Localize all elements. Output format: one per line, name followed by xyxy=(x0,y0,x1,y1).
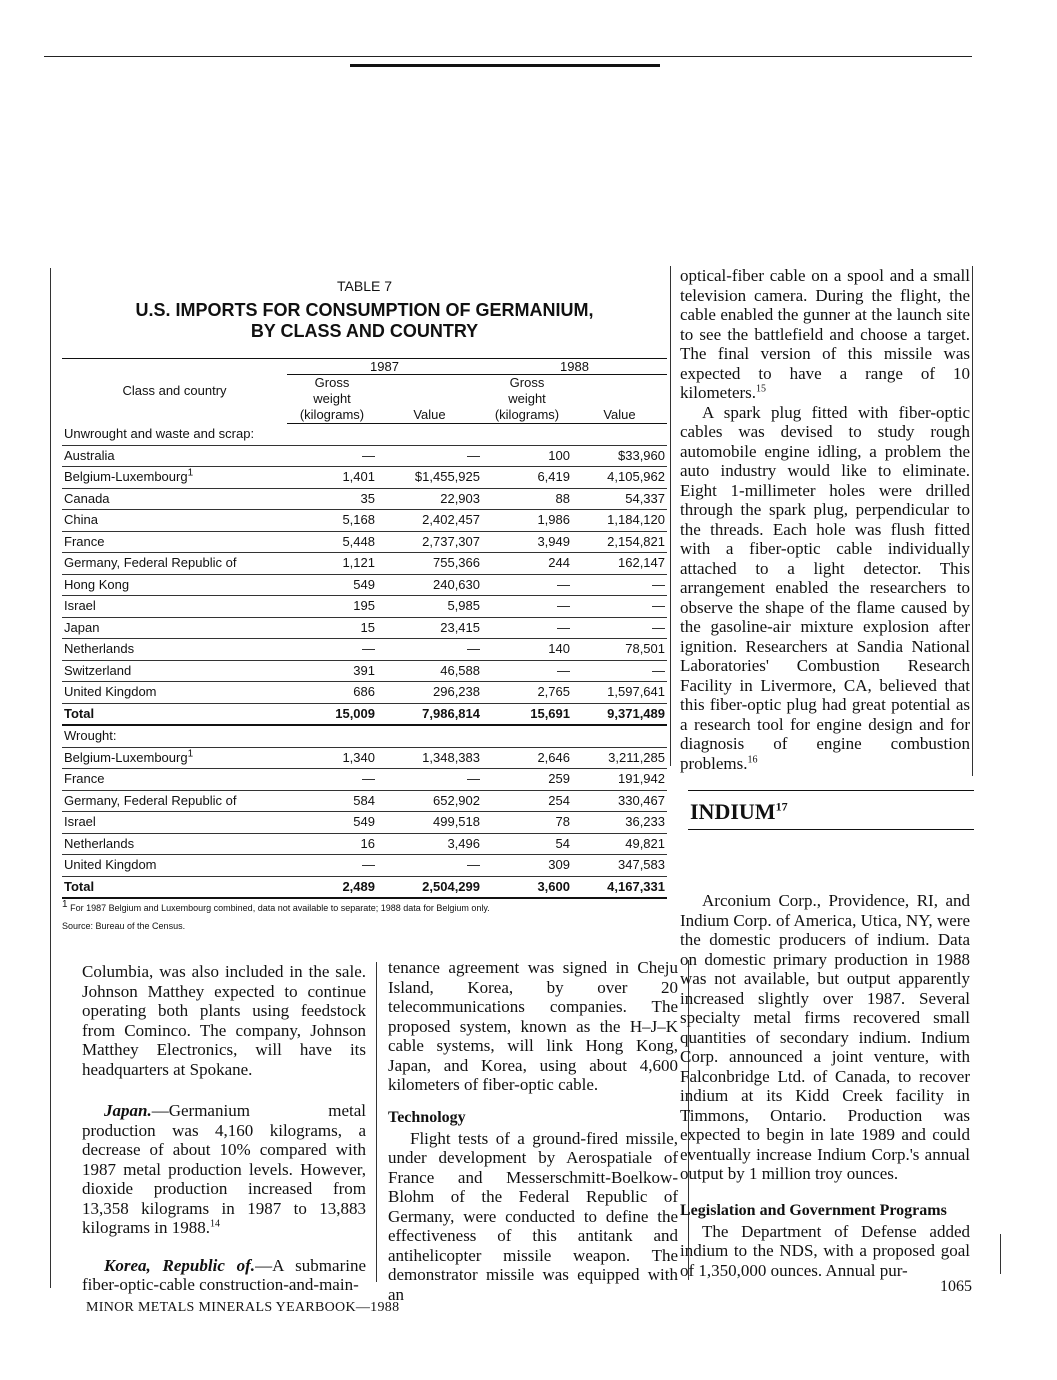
cell-v87: 2,402,457 xyxy=(377,510,482,532)
cell-gw87: 1,401 xyxy=(287,467,377,489)
country-name: United Kingdom xyxy=(64,857,157,873)
cell-v87: — xyxy=(377,769,482,791)
cell-gw88: 15,691 xyxy=(482,703,572,725)
country-name: Switzerland xyxy=(64,662,132,678)
table-row xyxy=(62,574,667,596)
cell-gw88: 88 xyxy=(482,488,572,510)
paragraph xyxy=(680,403,970,774)
indium-title: INDIUM xyxy=(690,799,776,824)
paragraph-text: optical-fiber cable on a spool and a small television camera. During the flight, the cable enabled the gunner at the launch site to see the battlefield and choose a target. The final version of this missile was expected to have a range of 10 kilometers. xyxy=(680,266,970,402)
cell-country xyxy=(62,833,287,855)
table-row xyxy=(62,833,667,855)
cell-gw88: — xyxy=(482,574,572,596)
country-name: Germany, Federal Republic of xyxy=(64,555,237,571)
table-row xyxy=(62,790,667,812)
cell-gw88: 309 xyxy=(482,855,572,877)
cell-v87: 7,986,814 xyxy=(377,703,482,725)
cell-v87: 755,366 xyxy=(377,553,482,575)
country-name: Canada xyxy=(64,490,110,506)
cell-v88: — xyxy=(572,617,667,639)
paragraph: tenance agreement was signed in Cheju Island, Korea, by over 20 telecommunications companies. The proposed system, known as the H–J–K cable systems, will link Hong Kong, Japan, and Korea, using about 4,600 kilometers of fiber-optic cable. xyxy=(388,958,678,1094)
group-header-unwrought: Unwrought and waste and scrap: xyxy=(62,424,287,446)
cell-gw88: 140 xyxy=(482,639,572,661)
footnote-ref: 1 xyxy=(187,467,194,479)
cell-v88: 54,337 xyxy=(572,488,667,510)
table-row xyxy=(62,747,667,769)
cell-v88: 78,501 xyxy=(572,639,667,661)
table-row-total-unwrought xyxy=(62,703,667,725)
text-column-3 xyxy=(680,266,970,1280)
cell-gw88: 2,646 xyxy=(482,747,572,769)
group-header-wrought: Wrought: xyxy=(62,725,287,747)
total-label: Total xyxy=(62,703,287,725)
cell-v88: $33,960 xyxy=(572,445,667,467)
text-column-2 xyxy=(388,958,678,1304)
country-name: United Kingdom xyxy=(64,684,157,700)
paragraph xyxy=(680,266,970,403)
paragraph-indium: Arconium Corp., Providence, RI, and Indium Corp. of America, Utica, NY, were the domestic producers of indium. Data on domestic primary production in 1988 was not available, but output apparently increased slightly over 1987. Several specialty metal firms recovered small quantities of secondary indium. Indium Corp. announced a joint venture, with Falconbridge Ltd. of Canada, to recover indium at its Kidd Creek facility in Timmons, Ontario. Production was expected to begin in late 1989 and could eventually increase Indium Corp.'s annual output by 1 million troy ounces. xyxy=(680,891,970,1183)
cell-v87: 499,518 xyxy=(377,812,482,834)
table-title-line2: BY CLASS AND COUNTRY xyxy=(250,321,479,341)
korea-text: —A submarine fiber-optic-cable construction-and-main- xyxy=(82,1255,366,1294)
cell-gw87: 686 xyxy=(287,682,377,704)
country-name: China xyxy=(64,512,98,528)
cell-v88: 330,467 xyxy=(572,790,667,812)
cell-country xyxy=(62,617,287,639)
cell-country xyxy=(62,531,287,553)
paragraph: Flight tests of a ground-fired missile, under development by Aerospatiale of France and Messerschmitt-Boelkow-Blohm of the Federal Republic of Germany, were conducted to define the effectiveness of this antitank and antihelicopter missile weapon. The demonstrator missile was equipped with an xyxy=(388,1128,678,1304)
cell-gw88: — xyxy=(482,596,572,618)
cell-v88: 2,154,821 xyxy=(572,531,667,553)
cell-gw88: 1,986 xyxy=(482,510,572,532)
country-name: Belgium-Luxembourg xyxy=(64,469,188,485)
table-title-line1: U.S. IMPORTS FOR CONSUMPTION OF GERMANIUM, xyxy=(135,300,594,320)
country-name: Belgium-Luxembourg xyxy=(64,749,188,765)
cell-gw88: — xyxy=(482,617,572,639)
cell-v88: — xyxy=(572,660,667,682)
table-row xyxy=(62,488,667,510)
column-rule-right-lower xyxy=(1000,1234,1001,1274)
column-rule-2 xyxy=(670,266,671,766)
heading-japan: Japan. xyxy=(104,1101,152,1120)
table-row xyxy=(62,531,667,553)
table-row xyxy=(62,445,667,467)
cell-gw88: 54 xyxy=(482,833,572,855)
cell-gw87: — xyxy=(287,769,377,791)
country-name: Israel xyxy=(64,814,96,830)
cell-gw88: 254 xyxy=(482,790,572,812)
cell-country xyxy=(62,682,287,704)
cell-v88: 49,821 xyxy=(572,833,667,855)
cell-gw88: 3,600 xyxy=(482,876,572,898)
col-header-1988: 1988 xyxy=(482,359,667,375)
table-source: Source: Bureau of the Census. xyxy=(62,921,186,931)
col-header-gross-1987 xyxy=(287,375,377,424)
cell-gw87: 15 xyxy=(287,617,377,639)
cell-v87: 23,415 xyxy=(377,617,482,639)
table-row xyxy=(62,510,667,532)
table-row xyxy=(62,812,667,834)
cell-v87: 3,496 xyxy=(377,833,482,855)
cell-v88: 9,371,489 xyxy=(572,703,667,725)
cell-gw87: 15,009 xyxy=(287,703,377,725)
cell-v88: 36,233 xyxy=(572,812,667,834)
cell-country xyxy=(62,467,287,489)
page-number: 1065 xyxy=(940,1278,972,1295)
kilograms-label: (kilograms) xyxy=(494,407,560,422)
text-column-1 xyxy=(82,962,366,1295)
cell-v88: 162,147 xyxy=(572,553,667,575)
total-label: Total xyxy=(62,876,287,898)
table-row xyxy=(62,553,667,575)
cell-v88: 4,105,962 xyxy=(572,467,667,489)
cell-country xyxy=(62,812,287,834)
table-row xyxy=(62,660,667,682)
cell-gw87: — xyxy=(287,445,377,467)
cell-country xyxy=(62,855,287,877)
column-rule-1 xyxy=(376,962,377,1282)
country-name: France xyxy=(64,771,105,787)
heading-technology: Technology xyxy=(388,1108,466,1126)
cell-v87: 46,588 xyxy=(377,660,482,682)
cell-gw88: — xyxy=(482,660,572,682)
cell-gw87: 16 xyxy=(287,833,377,855)
cell-v87: 1,348,383 xyxy=(377,747,482,769)
cell-v87: 2,504,299 xyxy=(377,876,482,898)
cell-gw87: 2,489 xyxy=(287,876,377,898)
country-name: Hong Kong xyxy=(64,576,130,592)
table-row-total-wrought xyxy=(62,876,667,898)
imports-table xyxy=(62,358,667,899)
cell-v87: 296,238 xyxy=(377,682,482,704)
cell-country xyxy=(62,747,287,769)
cell-v88: 347,583 xyxy=(572,855,667,877)
country-name: Netherlands xyxy=(64,641,135,657)
cell-gw87: 549 xyxy=(287,812,377,834)
paragraph: Columbia, was also included in the sale. Johnson Matthey expected to continue operating both plants using feedstock from Cominco. The company, Johnson Matthey Electronics, will have its headquarters at Spokane. xyxy=(82,962,366,1079)
table-7 xyxy=(62,278,667,931)
cell-gw87: 549 xyxy=(287,574,377,596)
cell-gw88: 244 xyxy=(482,553,572,575)
cell-v88: 1,184,120 xyxy=(572,510,667,532)
footnote-ref: 17 xyxy=(775,799,788,814)
footnote-ref: 14 xyxy=(209,1218,220,1230)
cell-country xyxy=(62,553,287,575)
table-row xyxy=(62,769,667,791)
cell-gw87: 391 xyxy=(287,660,377,682)
col-header-value-1987: Value xyxy=(377,375,482,424)
cell-v88: 3,211,285 xyxy=(572,747,667,769)
heading-korea: Korea, Republic of. xyxy=(104,1255,256,1275)
country-name: Japan xyxy=(64,619,100,635)
table-row xyxy=(62,855,667,877)
country-name: France xyxy=(64,533,105,549)
country-name: Australia xyxy=(64,447,115,463)
cell-gw88: 78 xyxy=(482,812,572,834)
paragraph-korea xyxy=(82,1256,366,1295)
cell-gw87: — xyxy=(287,639,377,661)
col-header-gross-1988 xyxy=(482,375,572,424)
page-footer: MINOR METALS MINERALS YEARBOOK—1988 xyxy=(86,1300,400,1315)
table-body xyxy=(62,424,667,899)
cell-gw88: 2,765 xyxy=(482,682,572,704)
table-row xyxy=(62,682,667,704)
cell-gw87: 1,121 xyxy=(287,553,377,575)
col-header-1987: 1987 xyxy=(287,359,482,375)
country-name: Netherlands xyxy=(64,835,135,851)
gross-label: Gross xyxy=(314,375,350,390)
cell-gw87: 35 xyxy=(287,488,377,510)
cell-gw87: 195 xyxy=(287,596,377,618)
cell-gw87: — xyxy=(287,855,377,877)
footnote-ref: 15 xyxy=(756,383,767,395)
cell-v88: 191,942 xyxy=(572,769,667,791)
table-label: TABLE 7 xyxy=(337,278,392,294)
footnote-ref: 1 xyxy=(187,748,194,760)
cell-country xyxy=(62,510,287,532)
table-row xyxy=(62,596,667,618)
top-rule xyxy=(44,56,972,57)
cell-v87: — xyxy=(377,445,482,467)
table-row xyxy=(62,639,667,661)
footnote-ref: 16 xyxy=(747,753,758,765)
cell-v87: — xyxy=(377,855,482,877)
cell-v87: 5,985 xyxy=(377,596,482,618)
cell-v88: — xyxy=(572,574,667,596)
cell-v87: 240,630 xyxy=(377,574,482,596)
cell-country xyxy=(62,574,287,596)
cell-gw87: 584 xyxy=(287,790,377,812)
cell-country xyxy=(62,769,287,791)
country-name: Germany, Federal Republic of xyxy=(64,792,237,808)
cell-v88: 1,597,641 xyxy=(572,682,667,704)
heading-legislation: Legislation and Government Programs xyxy=(680,1201,947,1219)
footnote-marker: 1 xyxy=(62,899,68,910)
top-rule-thick xyxy=(350,64,660,67)
cell-gw88: 3,949 xyxy=(482,531,572,553)
cell-v87: — xyxy=(377,639,482,661)
table-row xyxy=(62,467,667,489)
cell-gw88: 6,419 xyxy=(482,467,572,489)
cell-country xyxy=(62,488,287,510)
cell-country xyxy=(62,639,287,661)
cell-country xyxy=(62,660,287,682)
col-header-value-1988: Value xyxy=(572,375,667,424)
cell-gw88: 100 xyxy=(482,445,572,467)
section-heading-indium xyxy=(688,790,974,830)
cell-v87: 2,737,307 xyxy=(377,531,482,553)
cell-gw87: 5,448 xyxy=(287,531,377,553)
table-row xyxy=(62,617,667,639)
cell-country xyxy=(62,445,287,467)
paragraph-japan xyxy=(82,1101,366,1238)
column-rule-left xyxy=(50,268,51,1288)
footnote-text: For 1987 Belgium and Luxembourg combined, data not available to separate; 1988 data for Belgium only. xyxy=(70,903,490,913)
paragraph: The Department of Defense added indium to the NDS, with a proposed goal of 1,350,000 ounces. Annual pur- xyxy=(680,1221,970,1280)
kilograms-label: (kilograms) xyxy=(299,407,365,422)
cell-country xyxy=(62,790,287,812)
country-name: Israel xyxy=(64,598,96,614)
column-rule-right xyxy=(972,266,973,776)
cell-v87: 652,902 xyxy=(377,790,482,812)
cell-gw87: 1,340 xyxy=(287,747,377,769)
cell-v88: 4,167,331 xyxy=(572,876,667,898)
cell-v87: $1,455,925 xyxy=(377,467,482,489)
cell-v88: — xyxy=(572,596,667,618)
gross-label: Gross xyxy=(509,375,545,390)
paragraph-text: A spark plug fitted with fiber-optic cables was devised to study rough automobile engine idling, a problem the auto industry would like to eliminate. Eight 1-millimeter holes were drilled through the spark plug, perpendicular to the threads. Each hole was flush fitted with a fiber-optic cable individually attached to a light detector. This arrangement enabled the researchers to observe the shape of the flame caused by the gasoline-air mixture explosion after ignition. Researchers at Sandia National Laboratories' Combustion Research Facility in Livermore, CA, believed that this fiber-optic plug had great potential as a research tool for engine design and for diagnosis of engine combustion problems. xyxy=(680,402,970,773)
weight-label: weight xyxy=(508,391,546,406)
table-footnote xyxy=(62,899,667,913)
weight-label: weight xyxy=(313,391,351,406)
col-header-class: Class and country xyxy=(122,383,227,399)
cell-gw87: 5,168 xyxy=(287,510,377,532)
cell-gw88: 259 xyxy=(482,769,572,791)
japan-text: —Germanium metal production was 4,160 kilograms, a decrease of about 10% compared with 1987 metal production levels. However, dioxide production increased from 13,358 kilograms in 1987 to 13,883 kilograms in 1988. xyxy=(82,1101,366,1237)
cell-country xyxy=(62,596,287,618)
cell-v87: 22,903 xyxy=(377,488,482,510)
